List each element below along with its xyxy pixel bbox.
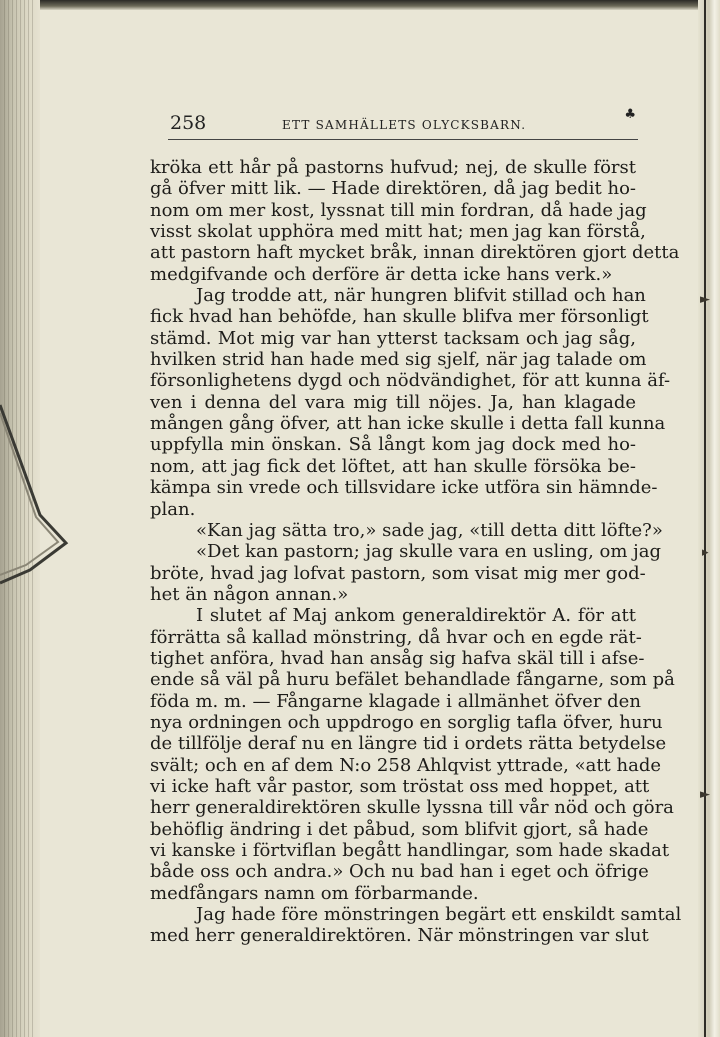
text-line: «Det kan pastorn; jag skulle vara en usling, om jag [196,541,662,563]
text-line: herr generaldirektören skulle lyssna till vår nöd och göra [150,797,674,819]
text-line: kämpa sin vrede och tillsvidare icke utföra sin hämnde- [150,477,658,499]
text-line: föda m. m. — Fångarne klagade i allmänhet öfver den [150,690,641,712]
text-line: vi icke haft vår pastor, som tröstat oss med hoppet, att [150,775,650,797]
margin-tick-mark: ▸ [702,545,709,560]
header-rule [168,139,638,140]
text-line: mången gång öfver, att han icke skulle i detta fall kunna [150,413,666,435]
text-line: uppfylla min önskan. Så långt kom jag dock med ho- [150,434,636,456]
text-line: Jag hade före mönstringen begärt ett enskildt samtal [196,904,682,926]
text-line: fick hvad han behöfde, han skulle blifva mer försonligt [150,306,649,328]
text-line: nya ordningen och uppdrogo en sorglig tafla öfver, huru [150,711,663,733]
text-line: att pastorn haft mycket bråk, innan direktören gjort detta [150,242,680,264]
text-line: vi kanske i förtviflan begått handlingar, som hade skadat [150,840,670,861]
text-line: «Kan jag sätta tro,» sade jag, «till detta ditt löfte?» [196,519,663,541]
text-line: het än någon annan.» [150,583,349,605]
text-line: tighet anföra, hvad han ansåg sig hafva skäl till i afse- [150,647,645,669]
text-line: hvilken strid han hade med sig sjelf, när jag talade om [150,349,647,371]
text-line: förrätta så kallad mönstring, då hvar och en egde rät- [150,626,642,648]
text-line: stämd. Mot mig var han ytterst tacksam och jag såg, [150,327,636,349]
text-line: de tillfölje deraf nu en längre tid i ordets rätta betydelse [150,733,667,755]
text-line: med herr generaldirektören. När mönstringen var slut [150,925,649,947]
text-line: försonlighetens dygd och nödvändighet, för att kunna äf- [150,370,671,392]
bookmark-ribbon [0,395,70,595]
text-line: I slutet af Maj ankom generaldirektör A. för att [196,605,636,627]
body-text [150,157,682,947]
page-header [170,107,638,142]
text-line: bröte, hvad jag lofvat pastorn, som visat mig mer god- [150,562,646,584]
right-edge-line [704,0,706,1037]
text-line: svält; och en af dem N:o 258 Ahlqvist yttrade, «att hade [150,754,662,776]
text-line: medfångars namn om förbarmande. [150,882,479,904]
text-line: nom, att jag fick det löftet, att han skulle försöka be- [150,455,636,477]
margin-arrow-mark: ► [700,787,710,802]
margin-arrow-mark: ► [700,292,710,307]
text-line: ven i denna del vara mig till nöjes. Ja, han klagade [150,391,636,413]
text-line: medgifvande och derföre är detta icke hans verk.» [150,263,613,285]
text-line: kröka ett hår på pastorns hufvud; nej, de skulle först [150,157,636,178]
text-line: nom om mer kost, lyssnat till min fordran, då hade jag [150,199,647,221]
book-top-edge [0,0,720,10]
text-line: visst skolat upphöra med mitt hat; men jag kan förstå, [150,221,646,243]
running-title: ETT SAMHÄLLETS OLYCKSBARN. [282,118,527,132]
text-line: behöflig ändring i det påbud, som blifvit gjort, så hade [150,818,649,840]
text-line: Jag trodde att, när hungren blifvit stillad och han [196,285,646,307]
text-line: både oss och andra.» Och nu bad han i eget och öfrige [150,861,649,883]
ornament-icon: ♣ [624,107,636,122]
text-line: plan. [150,498,196,520]
page-number: 258 [170,112,207,134]
text-line: gå öfver mitt lik. — Hade direktören, då jag bedit ho- [150,178,636,200]
text-line: ende så väl på huru befälet behandlade fångarne, som på [150,669,675,691]
book-right-edge [698,0,720,1037]
